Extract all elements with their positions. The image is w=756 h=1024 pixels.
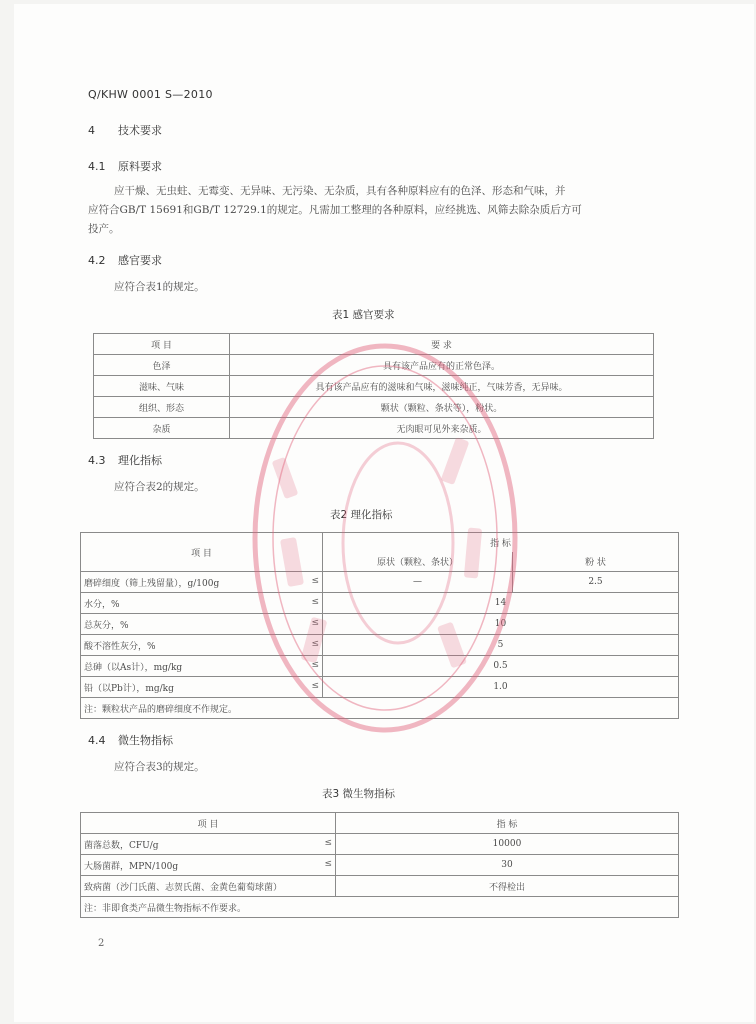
item-label: 菌落总数，CFU/g [84, 840, 159, 851]
section-number: 4.3 [88, 454, 106, 467]
value-cell: 14 [323, 593, 679, 614]
value-cell: 10 [323, 614, 679, 635]
requirement-cell: 无肉眼可见外来杂质。 [230, 418, 654, 439]
section-number: 4.2 [88, 254, 106, 267]
le-symbol: ≤ [311, 617, 319, 628]
item-cell: 滋味、气味 [94, 376, 230, 397]
section-number: 4.1 [88, 160, 106, 173]
table-header-row [81, 813, 679, 834]
table-3-microbial [80, 812, 679, 918]
item-label: 水分，% [84, 599, 120, 610]
value-cell: 10000 [336, 834, 679, 855]
standard-code: Q/KHW 0001 S—2010 [88, 88, 213, 101]
table-row [81, 855, 679, 876]
section-4-4-heading [88, 732, 173, 748]
item-cell: 杂质 [94, 418, 230, 439]
item-label: 铅（以Pb计），mg/kg [84, 683, 174, 694]
requirement-cell: 具有该产品应有的滋味和气味，滋味纯正，气味芳香，无异味。 [230, 376, 654, 397]
item-label: 总砷（以As计），mg/kg [84, 662, 183, 673]
item-cell [81, 834, 336, 855]
table-row [81, 834, 679, 855]
item-label: 磨碎细度（筛上残留量），g/100g [84, 578, 220, 589]
paragraph: 应符合表2的规定。 [114, 481, 205, 493]
paragraph-line: 投产。 [88, 223, 120, 235]
subheader-cell: 粉 状 [513, 552, 679, 572]
item-cell: 组织、形态 [94, 397, 230, 418]
section-number: 4.4 [88, 734, 106, 747]
header-cell: 要 求 [230, 334, 654, 355]
section-4-heading [88, 122, 162, 138]
header-cell: 项 目 [81, 533, 323, 572]
item-label: 大肠菌群，MPN/100g [84, 861, 179, 872]
requirement-cell: 颗状（颗粒、条状等），粉状。 [230, 397, 654, 418]
header-cell: 项 目 [94, 334, 230, 355]
section-title: 感官要求 [118, 254, 162, 267]
value-cell: 1.0 [323, 677, 679, 698]
requirement-cell: 具有该产品应有的正常色泽。 [230, 355, 654, 376]
table-note: 注：非即食类产品微生物指标不作要求。 [81, 897, 679, 918]
table-2-caption: 表2 理化指标 [330, 509, 393, 521]
section-4-1-heading [88, 158, 162, 174]
item-cell [81, 855, 336, 876]
le-symbol: ≤ [311, 680, 319, 691]
page-number: 2 [98, 938, 105, 949]
paragraph-line: 应干燥、无虫蛀、无霉变、无异味、无污染、无杂质，具有各种原料应有的色泽、形态和气味，并 [114, 185, 566, 197]
le-symbol: ≤ [311, 575, 319, 586]
subheader-cell: 原状（颗粒、条状） [323, 552, 513, 572]
value-cell: — [323, 572, 513, 593]
value-cell: 不得检出 [336, 876, 679, 897]
table-note-row [81, 897, 679, 918]
table-1-caption: 表1 感官要求 [332, 309, 395, 321]
section-title: 微生物指标 [118, 734, 173, 747]
le-symbol: ≤ [311, 596, 319, 607]
value-cell: 30 [336, 855, 679, 876]
table-note: 注：颗粒状产品的磨碎细度不作规定。 [81, 698, 679, 719]
header-cell: 项 目 [81, 813, 336, 834]
paragraph: 应符合表1的规定。 [114, 281, 205, 293]
le-symbol: ≤ [324, 858, 332, 869]
table-row [81, 876, 679, 897]
section-4-3-heading [88, 452, 162, 468]
header-cell: 指 标 [323, 533, 679, 553]
paragraph: 应符合表3的规定。 [114, 761, 205, 773]
paragraph-line: 应符合GB/T 15691和GB/T 12729.1的规定。凡需加工整理的各种原料，应经挑选、风筛去除杂质后方可 [88, 204, 582, 216]
item-cell: 色泽 [94, 355, 230, 376]
header-cell: 指 标 [336, 813, 679, 834]
table-3-caption: 表3 微生物指标 [322, 788, 396, 800]
value-cell: 0.5 [323, 656, 679, 677]
item-label: 致病菌（沙门氏菌、志贺氏菌、金黄色葡萄球菌） [84, 882, 283, 893]
section-4-2-heading [88, 252, 162, 268]
section-title: 理化指标 [118, 454, 162, 467]
value-cell: 2.5 [513, 572, 679, 593]
item-label: 酸不溶性灰分，% [84, 641, 156, 652]
company-seal-stamp [248, 338, 523, 738]
section-title: 技术要求 [118, 124, 162, 137]
item-cell [81, 876, 336, 897]
le-symbol: ≤ [311, 638, 319, 649]
le-symbol: ≤ [324, 837, 332, 848]
section-title: 原料要求 [118, 160, 162, 173]
item-label: 总灰分，% [84, 620, 129, 631]
value-cell: 5 [323, 635, 679, 656]
le-symbol: ≤ [311, 659, 319, 670]
section-number: 4 [88, 124, 95, 137]
